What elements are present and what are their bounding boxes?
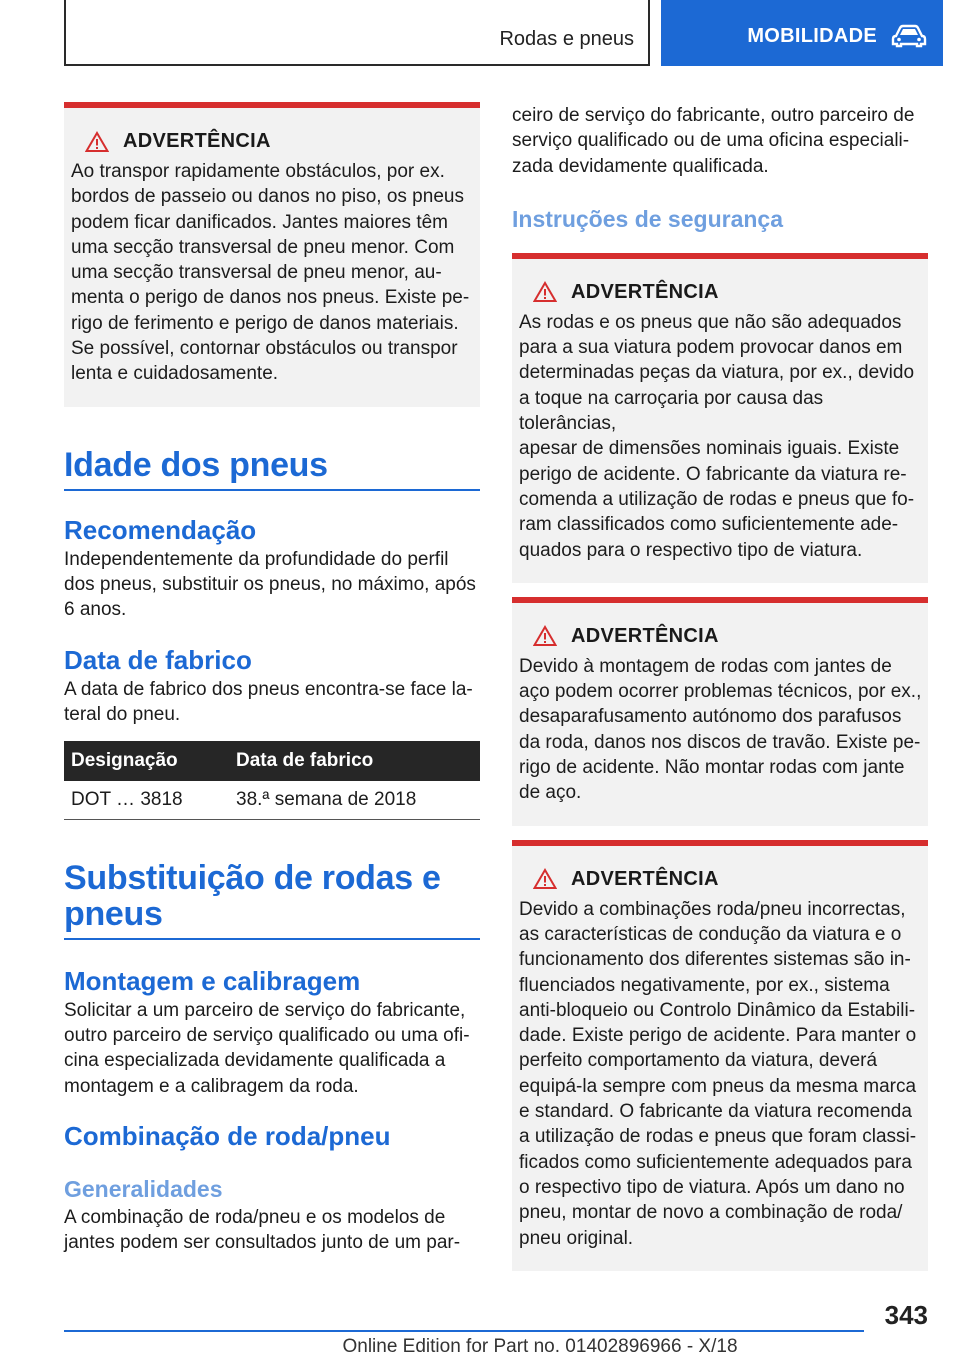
header-section-box (64, 0, 650, 66)
car-icon (891, 24, 927, 48)
recommendation-heading: Recomendação (64, 514, 257, 545)
tire-age-heading: Idade dos pneus (64, 445, 328, 484)
warning-box (512, 840, 928, 1271)
warning-header (533, 625, 922, 648)
warning-triangle-icon (533, 868, 557, 890)
warning-box (512, 597, 928, 826)
warning-text: As rodas e os pneus que não são adequados para a sua viatura podem provocar danos em determinadas peças da viatura, por ex., devido a toque na carroçaria por causa das tolerâncias, apesar de dimensões nominais iguais. Existe perigo de acidente. O fabricante da viatura re- comenda a utilização de rodas e pneus que fo- ram classificados como suficientemente ade- quados para o respectivo tipo de viatura. (519, 311, 915, 561)
warning-box (512, 253, 928, 583)
right-column (512, 103, 928, 1271)
tire-age-heading-block (64, 447, 480, 491)
warning-box (64, 102, 480, 407)
warning-header (533, 868, 922, 891)
general-heading: Generalidades (64, 1175, 223, 1202)
replacement-heading: Substituição de rodas e pneus (64, 858, 441, 933)
warning-triangle-icon (533, 281, 557, 303)
replacement-heading-block (64, 860, 480, 940)
column-header: Designação (64, 741, 229, 781)
recommendation-text: Independentemente da profundidade do perfil dos pneus, substituir os pneus, no máximo, após 6 anos. (64, 548, 476, 621)
column-header: Data de fabrico (229, 741, 480, 781)
manufacture-date-heading: Data de fabrico (64, 644, 252, 675)
mounting-heading: Montagem e calibragem (64, 965, 361, 996)
page-number: 343 (884, 1300, 928, 1330)
warning-triangle-icon (85, 131, 109, 153)
mounting-text: Solicitar a um parceiro de serviço do fabricante, outro parceiro de serviço qualificado ou uma ofi- cina especializada devidamente qualificada a montagem e a calibragem da roda. (64, 999, 470, 1097)
warning-text: Devido à montagem de rodas com jantes de aço podem ocorrer problemas técnicos, por ex., desaparafusamento autónomo dos parafusos da roda, danos nos discos de travão. Existe pe- rigo de acidente. Não montar rodas com jante de aço. (519, 655, 922, 804)
manufacture-date-text: A data de fabrico dos pneus encontra-se face la- teral do pneu. (64, 678, 473, 725)
footer-divider (64, 1330, 864, 1332)
footer-edition: Online Edition for Part no. 01402896966 - X/18 (342, 1336, 738, 1357)
table-header-row (64, 741, 480, 781)
warning-title: ADVERTÊNCIA (123, 130, 271, 152)
warning-header (85, 130, 474, 153)
continuation-text: ceiro de serviço do fabricante, outro parceiro de serviço qualificado ou de uma oficina especiali- zada devidamente qualificada. (512, 105, 915, 177)
table-row (64, 781, 480, 819)
combination-heading: Combinação de roda/pneu (64, 1120, 391, 1151)
left-column (64, 102, 480, 1255)
chapter-label: MOBILIDADE (747, 24, 877, 47)
warning-triangle-icon (533, 625, 557, 647)
general-text: A combinação de roda/pneu e os modelos de jantes podem ser consultados junto de um par- (64, 1206, 461, 1254)
warning-text: Devido a combinações roda/pneu incorrectas, as características de condução da viatura e o funcionamento dos diferentes sistemas são in- fluenciados negativamente, por ex., sistema anti-bloqueio ou Controlo Dinâmico da Estabili- dade. Existe perigo de acidente. Para manter o perfeito comportamento da viatura, deverá equipá-la sempre com pneus da mesma marca e standard. O fabricante da viatura recomenda a utilização de rodas e pneus que foram classi- ficados como suficientemente adequados para o respectivo tipo de viatura. Após um dano no pneu, montar de novo a combinação de roda/ pneu original. (519, 898, 917, 1249)
table-cell: DOT … 3818 (64, 781, 229, 819)
chapter-tab[interactable] (661, 0, 943, 66)
warning-title: ADVERTÊNCIA (571, 624, 719, 647)
table-cell: 38.ª semana de 2018 (229, 781, 480, 819)
warning-text: Ao transpor rapidamente obstáculos, por ex. bordos de passeio ou danos no piso, os pneus podem ficar danificados. Jantes maiores têm uma secção transversal de pneu menor. Com uma secção transversal de pneu menor, au- menta o perigo de danos nos pneus. Existe pe- rigo de ferimento e perigo de danos materiais. Se possível, contornar obstáculos ou transpor lenta e cuidadosamente. (71, 161, 470, 385)
manufacture-date-table (64, 741, 480, 820)
safety-instructions-heading: Instruções de segurança (512, 205, 783, 232)
section-title: Rodas e pneus (499, 28, 634, 50)
warning-title: ADVERTÊNCIA (571, 280, 719, 303)
warning-title: ADVERTÊNCIA (571, 867, 719, 890)
warning-header (533, 281, 922, 304)
